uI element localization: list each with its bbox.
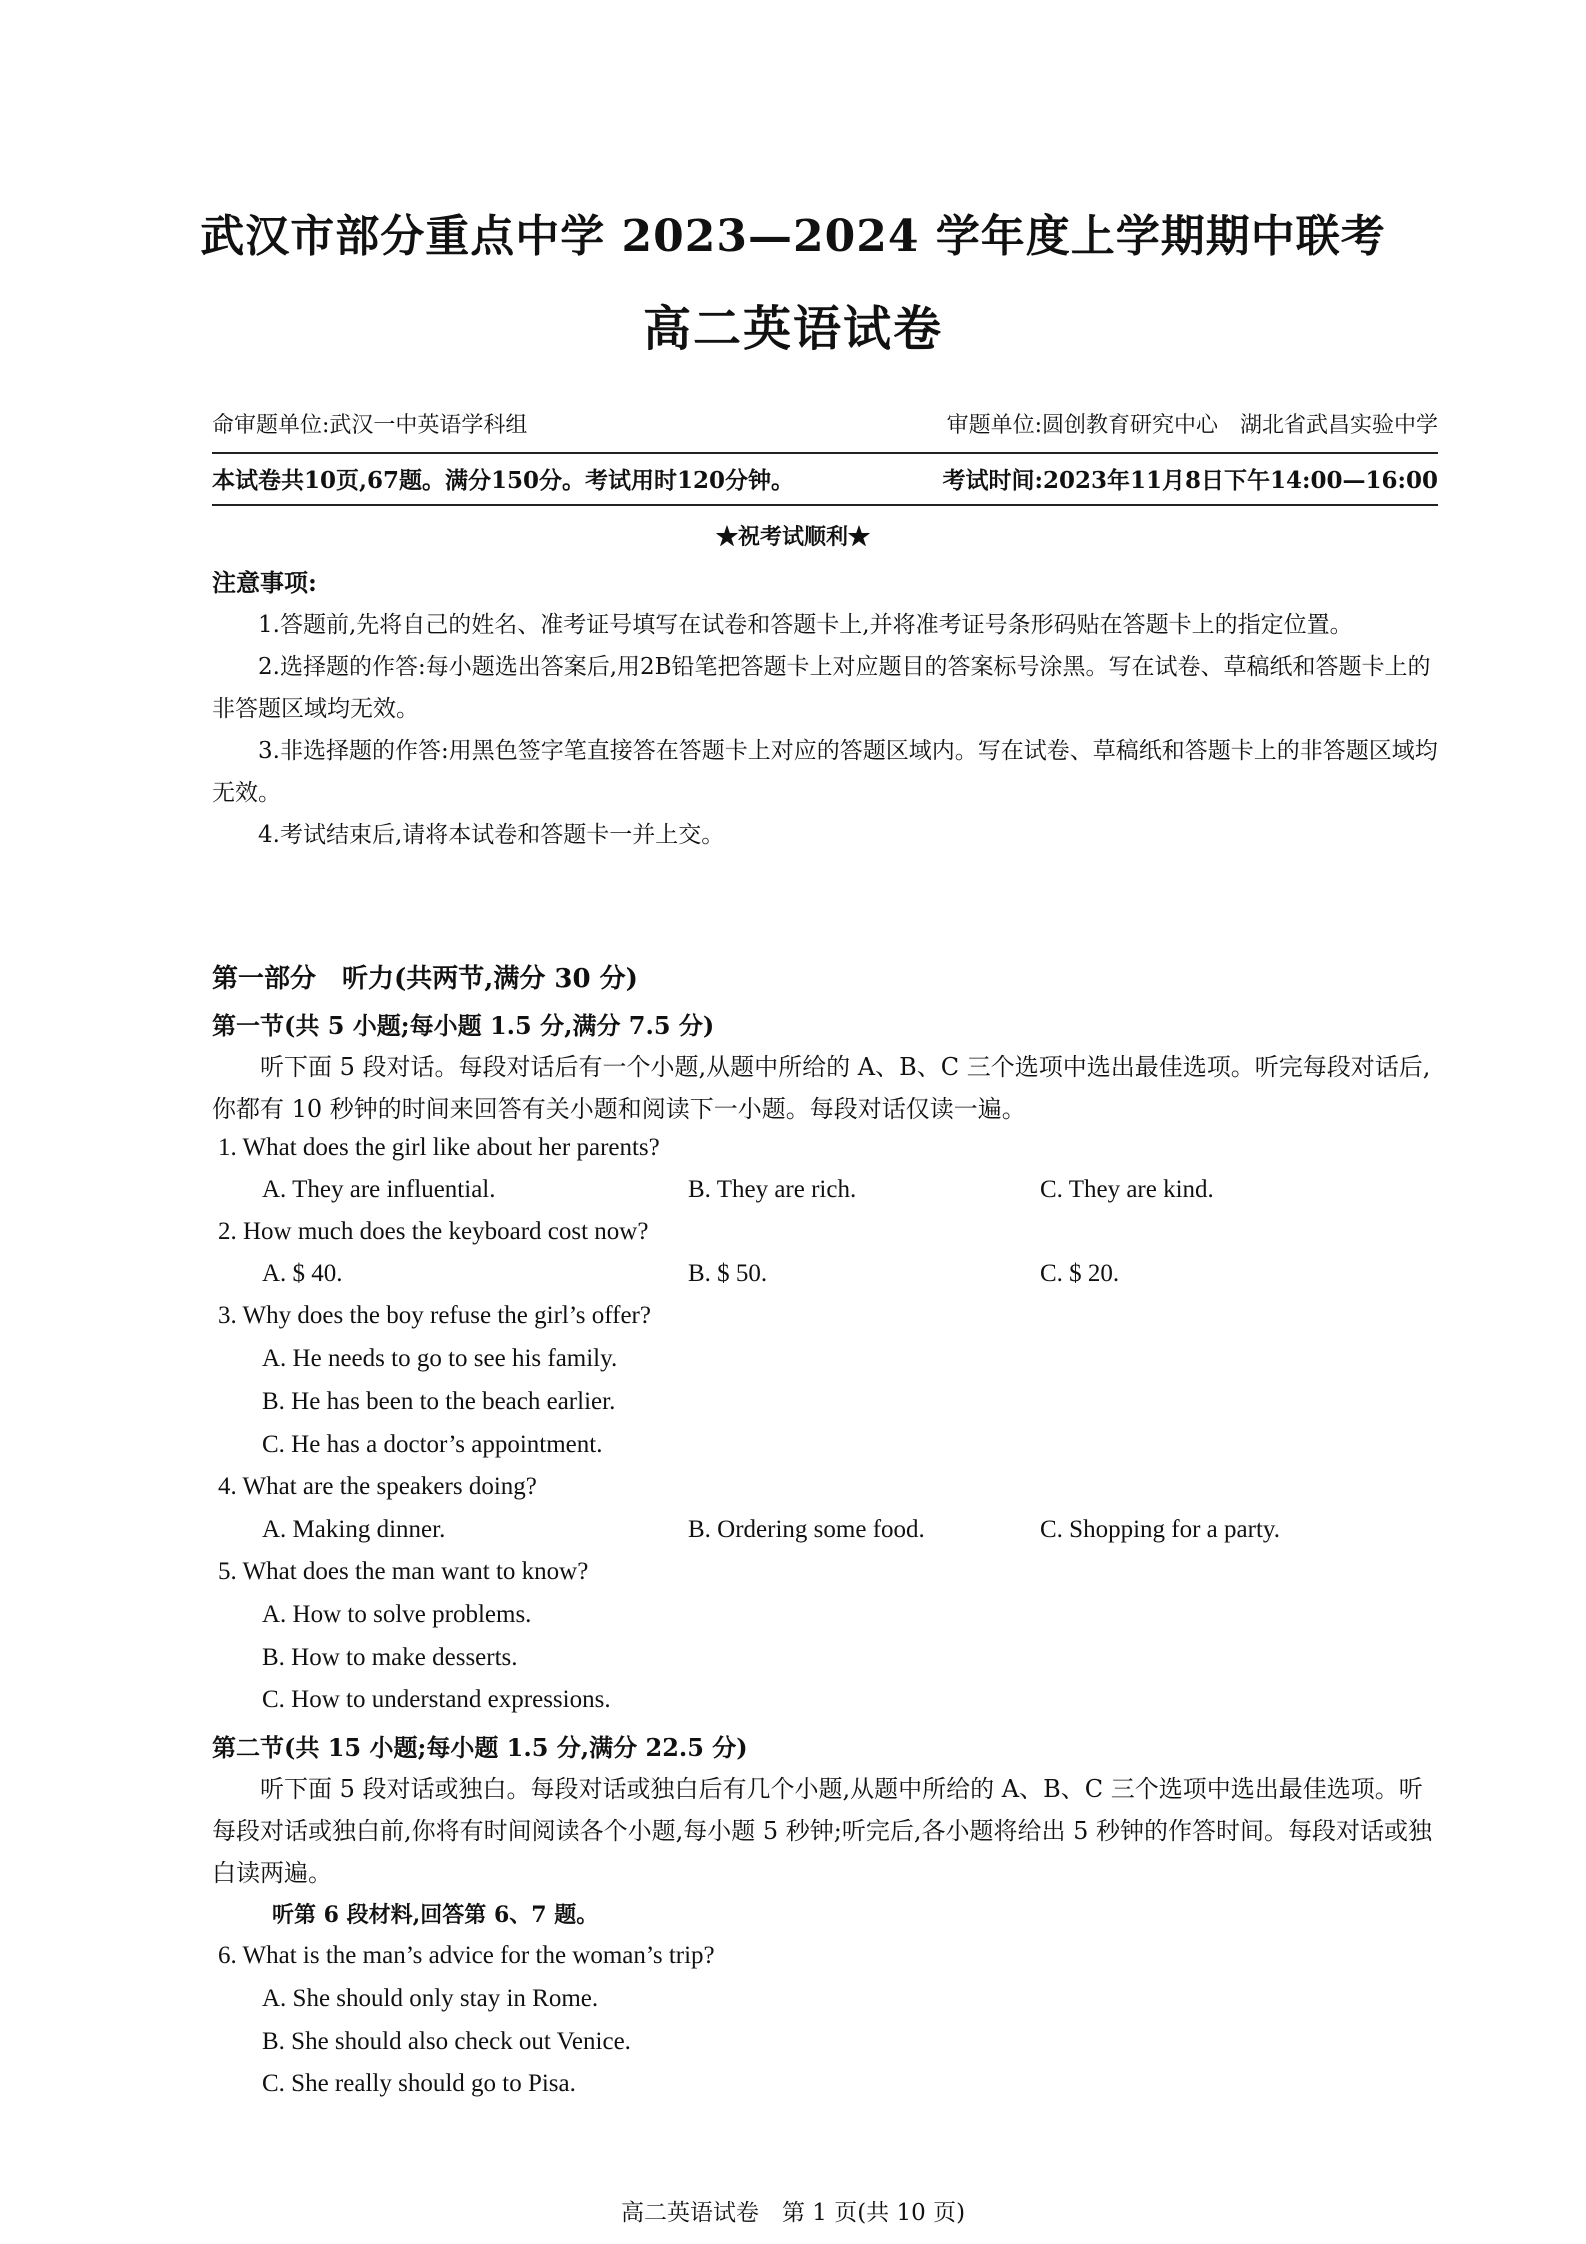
wish-banner: ★祝考试顺利★ [715, 524, 870, 550]
question-stem: 2. How much does the keyboard cost now? [218, 1218, 649, 1245]
notice-item: 4.考试结束后,请将本试卷和答题卡一并上交。 [258, 822, 725, 848]
question-stem: 3. Why does the boy refuse the girl’s offer? [218, 1302, 651, 1329]
option-a: A. They are influential. [262, 1176, 496, 1203]
option-a: A. He needs to go to see his family. [262, 1345, 618, 1372]
option-c: C. He has a doctor’s appointment. [262, 1431, 603, 1458]
option-c: C. $ 20. [1040, 1260, 1120, 1287]
notice-item: 2.选择题的作答:每小题选出答案后,用2B铅笔把答题卡上对应题目的答案标号涂黑。写在试卷、草稿纸和答题卡上的非答题区域均无效。 [212, 654, 1431, 722]
exam-time: 考试时间:2023年11月8日下午14:00—16:00 [942, 467, 1438, 494]
option-b: B. How to make desserts. [262, 1644, 518, 1671]
divider-line [212, 504, 1438, 506]
exam-subtitle: 高二英语试卷 [642, 301, 943, 357]
option-c: C. They are kind. [1040, 1176, 1214, 1203]
section1-title: 第一节(共 5 小题;每小题 1.5 分,满分 7.5 分) [212, 1011, 715, 1040]
option-b: B. She should also check out Venice. [262, 2028, 631, 2055]
section2-instruction: 听下面 5 段对话或独白。每段对话或独白后有几个小题,从题中所给的 A、B、C 三个选项中选出最佳选项。听每段对话或独白前,你将有时间阅读各个小题,每小题 5 秒钟;听完后,各小题将给出 5 秒钟的作答时间。每段对话或独白读两遍。 [212, 1775, 1433, 1887]
option-b: B. Ordering some food. [688, 1516, 925, 1543]
option-c: C. How to understand expressions. [262, 1686, 611, 1713]
option-a: A. $ 40. [262, 1260, 343, 1287]
option-b: B. They are rich. [688, 1176, 857, 1203]
section2-title: 第二节(共 15 小题;每小题 1.5 分,满分 22.5 分) [212, 1733, 748, 1762]
option-b: B. He has been to the beach earlier. [262, 1388, 616, 1415]
material-hint: 听第 6 段材料,回答第 6、7 题。 [272, 1902, 599, 1928]
option-c: C. She really should go to Pisa. [262, 2070, 576, 2097]
divider-line [212, 452, 1438, 454]
notice-block [212, 562, 1446, 856]
question-stem: 6. What is the man’s advice for the woman’s trip? [218, 1942, 715, 1969]
option-a: A. She should only stay in Rome. [262, 1985, 599, 2012]
compiler-unit: 命审题单位:武汉一中英语学科组 [212, 413, 528, 438]
paper-info: 本试卷共10页,67题。满分150分。考试用时120分钟。 [212, 467, 795, 494]
option-c: C. Shopping for a party. [1040, 1516, 1281, 1543]
page-footer: 高二英语试卷 第 1 页(共 10 页) [620, 2200, 966, 2226]
review-unit: 审题单位:圆创教育研究中心 湖北省武昌实验中学 [946, 413, 1438, 438]
section1-instruction: 听下面 5 段对话。每段对话后有一个小题,从题中所给的 A、B、C 三个选项中选出最佳选项。听完每段对话后,你都有 10 秒钟的时间来回答有关小题和阅读下一小题。每段对话仅读一遍。 [212, 1053, 1431, 1123]
unit-row [212, 408, 1438, 448]
question-stem: 5. What does the man want to know? [218, 1558, 589, 1585]
question-stem: 4. What are the speakers doing? [218, 1473, 537, 1500]
notice-item: 3.非选择题的作答:用黑色签字笔直接答在答题卡上对应的答题区域内。写在试卷、草稿纸和答题卡上的非答题区域均无效。 [212, 738, 1438, 806]
option-a: A. Making dinner. [262, 1516, 446, 1543]
notice-item: 1.答题前,先将自己的姓名、准考证号填写在试卷和答题卡上,并将准考证号条形码贴在答题卡上的指定位置。 [258, 612, 1353, 638]
notice-title: 注意事项: [212, 568, 317, 597]
option-a: A. How to solve problems. [262, 1601, 532, 1628]
exam-title: 武汉市部分重点中学 2023—2024 学年度上学期期中联考 [200, 211, 1386, 262]
option-b: B. $ 50. [688, 1260, 768, 1287]
part1-title: 第一部分 听力(共两节,满分 30 分) [212, 964, 638, 994]
info-row [212, 462, 1438, 502]
question-stem: 1. What does the girl like about her parents? [218, 1134, 660, 1161]
